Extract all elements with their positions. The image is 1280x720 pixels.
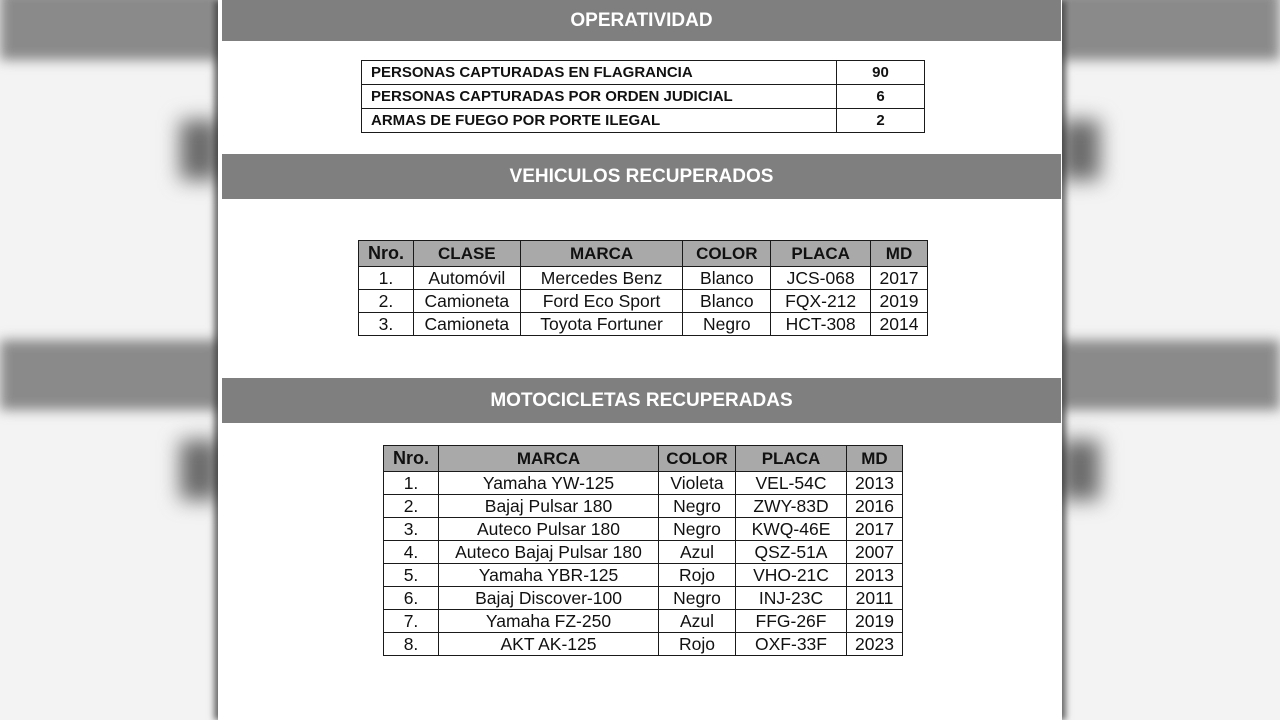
table-row: [384, 541, 903, 564]
table-cell: 2017: [847, 518, 903, 541]
table-cell: Ford Eco Sport: [520, 290, 683, 313]
table-row: [362, 85, 925, 109]
table-row: [359, 290, 928, 313]
table-cell: Automóvil: [413, 267, 520, 290]
table-cell: 2007: [847, 541, 903, 564]
table-row: [384, 587, 903, 610]
table-cell: Rojo: [659, 633, 736, 656]
table-cell: 2017: [871, 267, 928, 290]
table-cell: 6.: [384, 587, 439, 610]
table-cell: 2011: [847, 587, 903, 610]
table-cell: Negro: [683, 313, 771, 336]
column-header: MD: [871, 241, 928, 267]
table-cell: Negro: [659, 495, 736, 518]
column-header: MD: [847, 446, 903, 472]
ops-label: PERSONAS CAPTURADAS POR ORDEN JUDICIAL: [362, 85, 837, 109]
table-row: [359, 313, 928, 336]
ops-label: ARMAS DE FUEGO POR PORTE ILEGAL: [362, 109, 837, 133]
table-cell: 2.: [384, 495, 439, 518]
table-cell: 2019: [871, 290, 928, 313]
ops-value: 90: [837, 61, 925, 85]
table-cell: 2.: [359, 290, 414, 313]
table-cell: VEL-54C: [736, 472, 847, 495]
table-cell: 8.: [384, 633, 439, 656]
table-cell: Blanco: [683, 267, 771, 290]
table-row: [362, 109, 925, 133]
column-header: PLACA: [736, 446, 847, 472]
table-cell: Azul: [659, 541, 736, 564]
column-header: Nro.: [384, 446, 439, 472]
section-header-operatividad: OPERATIVIDAD: [222, 0, 1061, 41]
table-cell: Bajaj Pulsar 180: [439, 495, 659, 518]
table-header-row: [384, 446, 903, 472]
background-right-blur: [1060, 0, 1280, 720]
table-cell: Auteco Bajaj Pulsar 180: [439, 541, 659, 564]
table-cell: OXF-33F: [736, 633, 847, 656]
ops-label: PERSONAS CAPTURADAS EN FLAGRANCIA: [362, 61, 837, 85]
table-cell: FQX-212: [771, 290, 871, 313]
table-cell: Bajaj Discover-100: [439, 587, 659, 610]
ops-value: 6: [837, 85, 925, 109]
table-cell: AKT AK-125: [439, 633, 659, 656]
motocicletas-table: [383, 445, 903, 656]
table-cell: 2013: [847, 564, 903, 587]
table-cell: Yamaha YW-125: [439, 472, 659, 495]
table-cell: QSZ-51A: [736, 541, 847, 564]
column-header: Nro.: [359, 241, 414, 267]
table-cell: INJ-23C: [736, 587, 847, 610]
table-cell: Toyota Fortuner: [520, 313, 683, 336]
table-cell: Rojo: [659, 564, 736, 587]
background-left-blur: [0, 0, 220, 720]
column-header: COLOR: [683, 241, 771, 267]
table-row: [362, 61, 925, 85]
operatividad-table: [361, 60, 925, 133]
table-cell: 2019: [847, 610, 903, 633]
section-header-motocicletas: MOTOCICLETAS RECUPERADAS: [222, 378, 1061, 423]
table-cell: 1.: [359, 267, 414, 290]
table-cell: ZWY-83D: [736, 495, 847, 518]
table-cell: Mercedes Benz: [520, 267, 683, 290]
table-row: [384, 633, 903, 656]
table-cell: Blanco: [683, 290, 771, 313]
table-row: [384, 472, 903, 495]
vehiculos-table: [358, 240, 928, 336]
ops-value: 2: [837, 109, 925, 133]
table-cell: KWQ-46E: [736, 518, 847, 541]
table-cell: Violeta: [659, 472, 736, 495]
table-row: [384, 564, 903, 587]
section-header-vehiculos: VEHICULOS RECUPERADOS: [222, 154, 1061, 199]
column-header: MARCA: [520, 241, 683, 267]
table-cell: 2014: [871, 313, 928, 336]
column-header: COLOR: [659, 446, 736, 472]
table-cell: Yamaha YBR-125: [439, 564, 659, 587]
table-cell: Azul: [659, 610, 736, 633]
table-cell: Negro: [659, 518, 736, 541]
table-cell: 3.: [359, 313, 414, 336]
table-cell: 2016: [847, 495, 903, 518]
table-cell: FFG-26F: [736, 610, 847, 633]
table-cell: Camioneta: [413, 313, 520, 336]
table-cell: 1.: [384, 472, 439, 495]
table-cell: 3.: [384, 518, 439, 541]
column-header: MARCA: [439, 446, 659, 472]
document-page: [218, 0, 1062, 720]
column-header: PLACA: [771, 241, 871, 267]
table-row: [384, 610, 903, 633]
table-row: [384, 495, 903, 518]
table-cell: HCT-308: [771, 313, 871, 336]
table-row: [359, 267, 928, 290]
table-header-row: [359, 241, 928, 267]
table-cell: Camioneta: [413, 290, 520, 313]
table-cell: 2013: [847, 472, 903, 495]
table-cell: Negro: [659, 587, 736, 610]
table-cell: 5.: [384, 564, 439, 587]
table-cell: 2023: [847, 633, 903, 656]
table-cell: 4.: [384, 541, 439, 564]
table-cell: 7.: [384, 610, 439, 633]
table-cell: Auteco Pulsar 180: [439, 518, 659, 541]
table-cell: Yamaha FZ-250: [439, 610, 659, 633]
table-row: [384, 518, 903, 541]
column-header: CLASE: [413, 241, 520, 267]
table-cell: VHO-21C: [736, 564, 847, 587]
table-cell: JCS-068: [771, 267, 871, 290]
